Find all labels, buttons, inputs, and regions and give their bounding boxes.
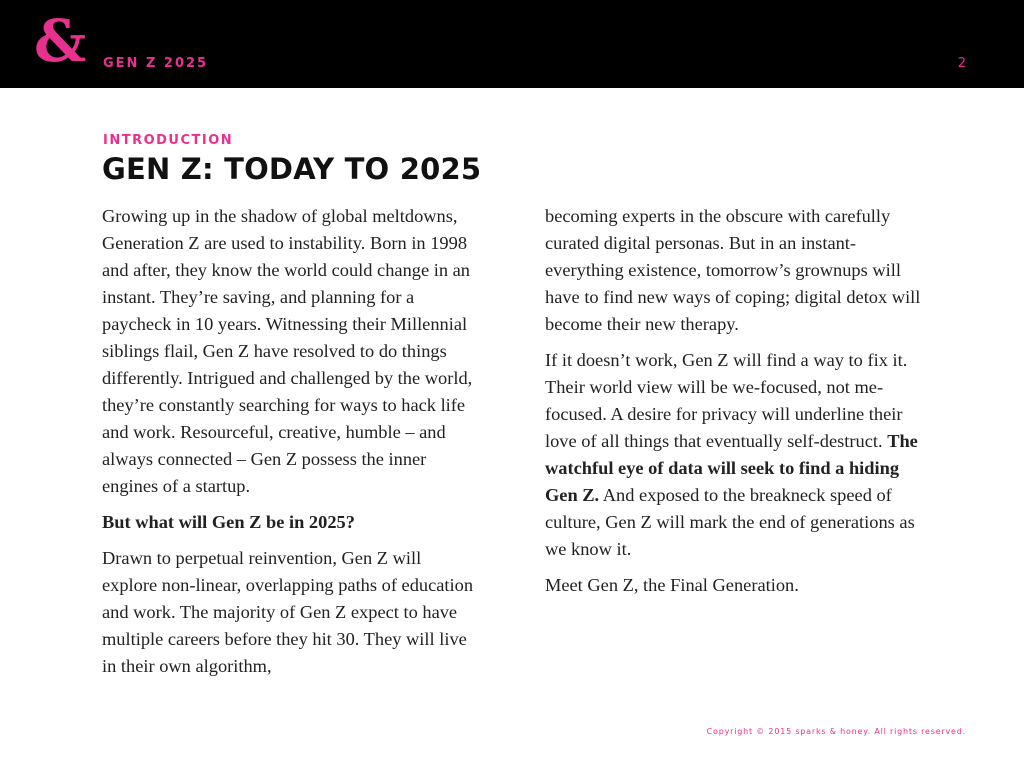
page-number: 2 [957, 56, 966, 71]
paragraph-text: And exposed to the breakneck speed of culture, Gen Z will mark the end of generations as we know it. [545, 485, 915, 559]
paragraph-text: If it doesn’t work, Gen Z will find a way to fix it. Their world view will be we-focused, not me-focused. A desire for privacy will underline their love of all things that eventually self-destruct. [545, 350, 908, 451]
paragraph: Growing up in the shadow of global meltdowns, Generation Z are used to instability. Born in 1998 and after, they know the world could change in an instant. They’re saving, and planning for a paycheck in 10 years. Witnessing their Millennial siblings flail, Gen Z have resolved to do things differently. Intrigued and challenged by the world, they’re constantly searching for ways to hack life and work. Resourceful, creative, humble – and always connected – Gen Z possess the inner engines of a startup. [102, 206, 473, 496]
right-column [545, 203, 923, 608]
question-heading: But what will Gen Z be in 2025? [102, 512, 355, 532]
report-title: GEN Z 2025 [103, 56, 209, 71]
copyright-notice: Copyright © 2015 sparks & honey. All rights reserved. [706, 727, 966, 736]
closing-line: Meet Gen Z, the Final Generation. [545, 575, 799, 595]
paragraph: Drawn to perpetual reinvention, Gen Z will explore non-linear, overlapping paths of education and work. The majority of Gen Z expect to have multiple careers before they hit 30. They will live in their own algorithm, [102, 548, 474, 676]
header-bar [0, 0, 1024, 88]
paragraph [545, 347, 923, 563]
paragraph: becoming experts in the obscure with carefully curated digital personas. But in an instant-everything existence, tomorrow’s grownups will have to find new ways of coping; digital detox will become their new therapy. [545, 206, 921, 334]
section-label: INTRODUCTION [103, 133, 234, 148]
bold-statement: The watchful eye of data will seek to find a hiding Gen Z. [545, 431, 918, 505]
ampersand-logo: & [34, 7, 87, 75]
page-title: GEN Z: TODAY TO 2025 [102, 152, 482, 186]
left-column [102, 203, 480, 689]
